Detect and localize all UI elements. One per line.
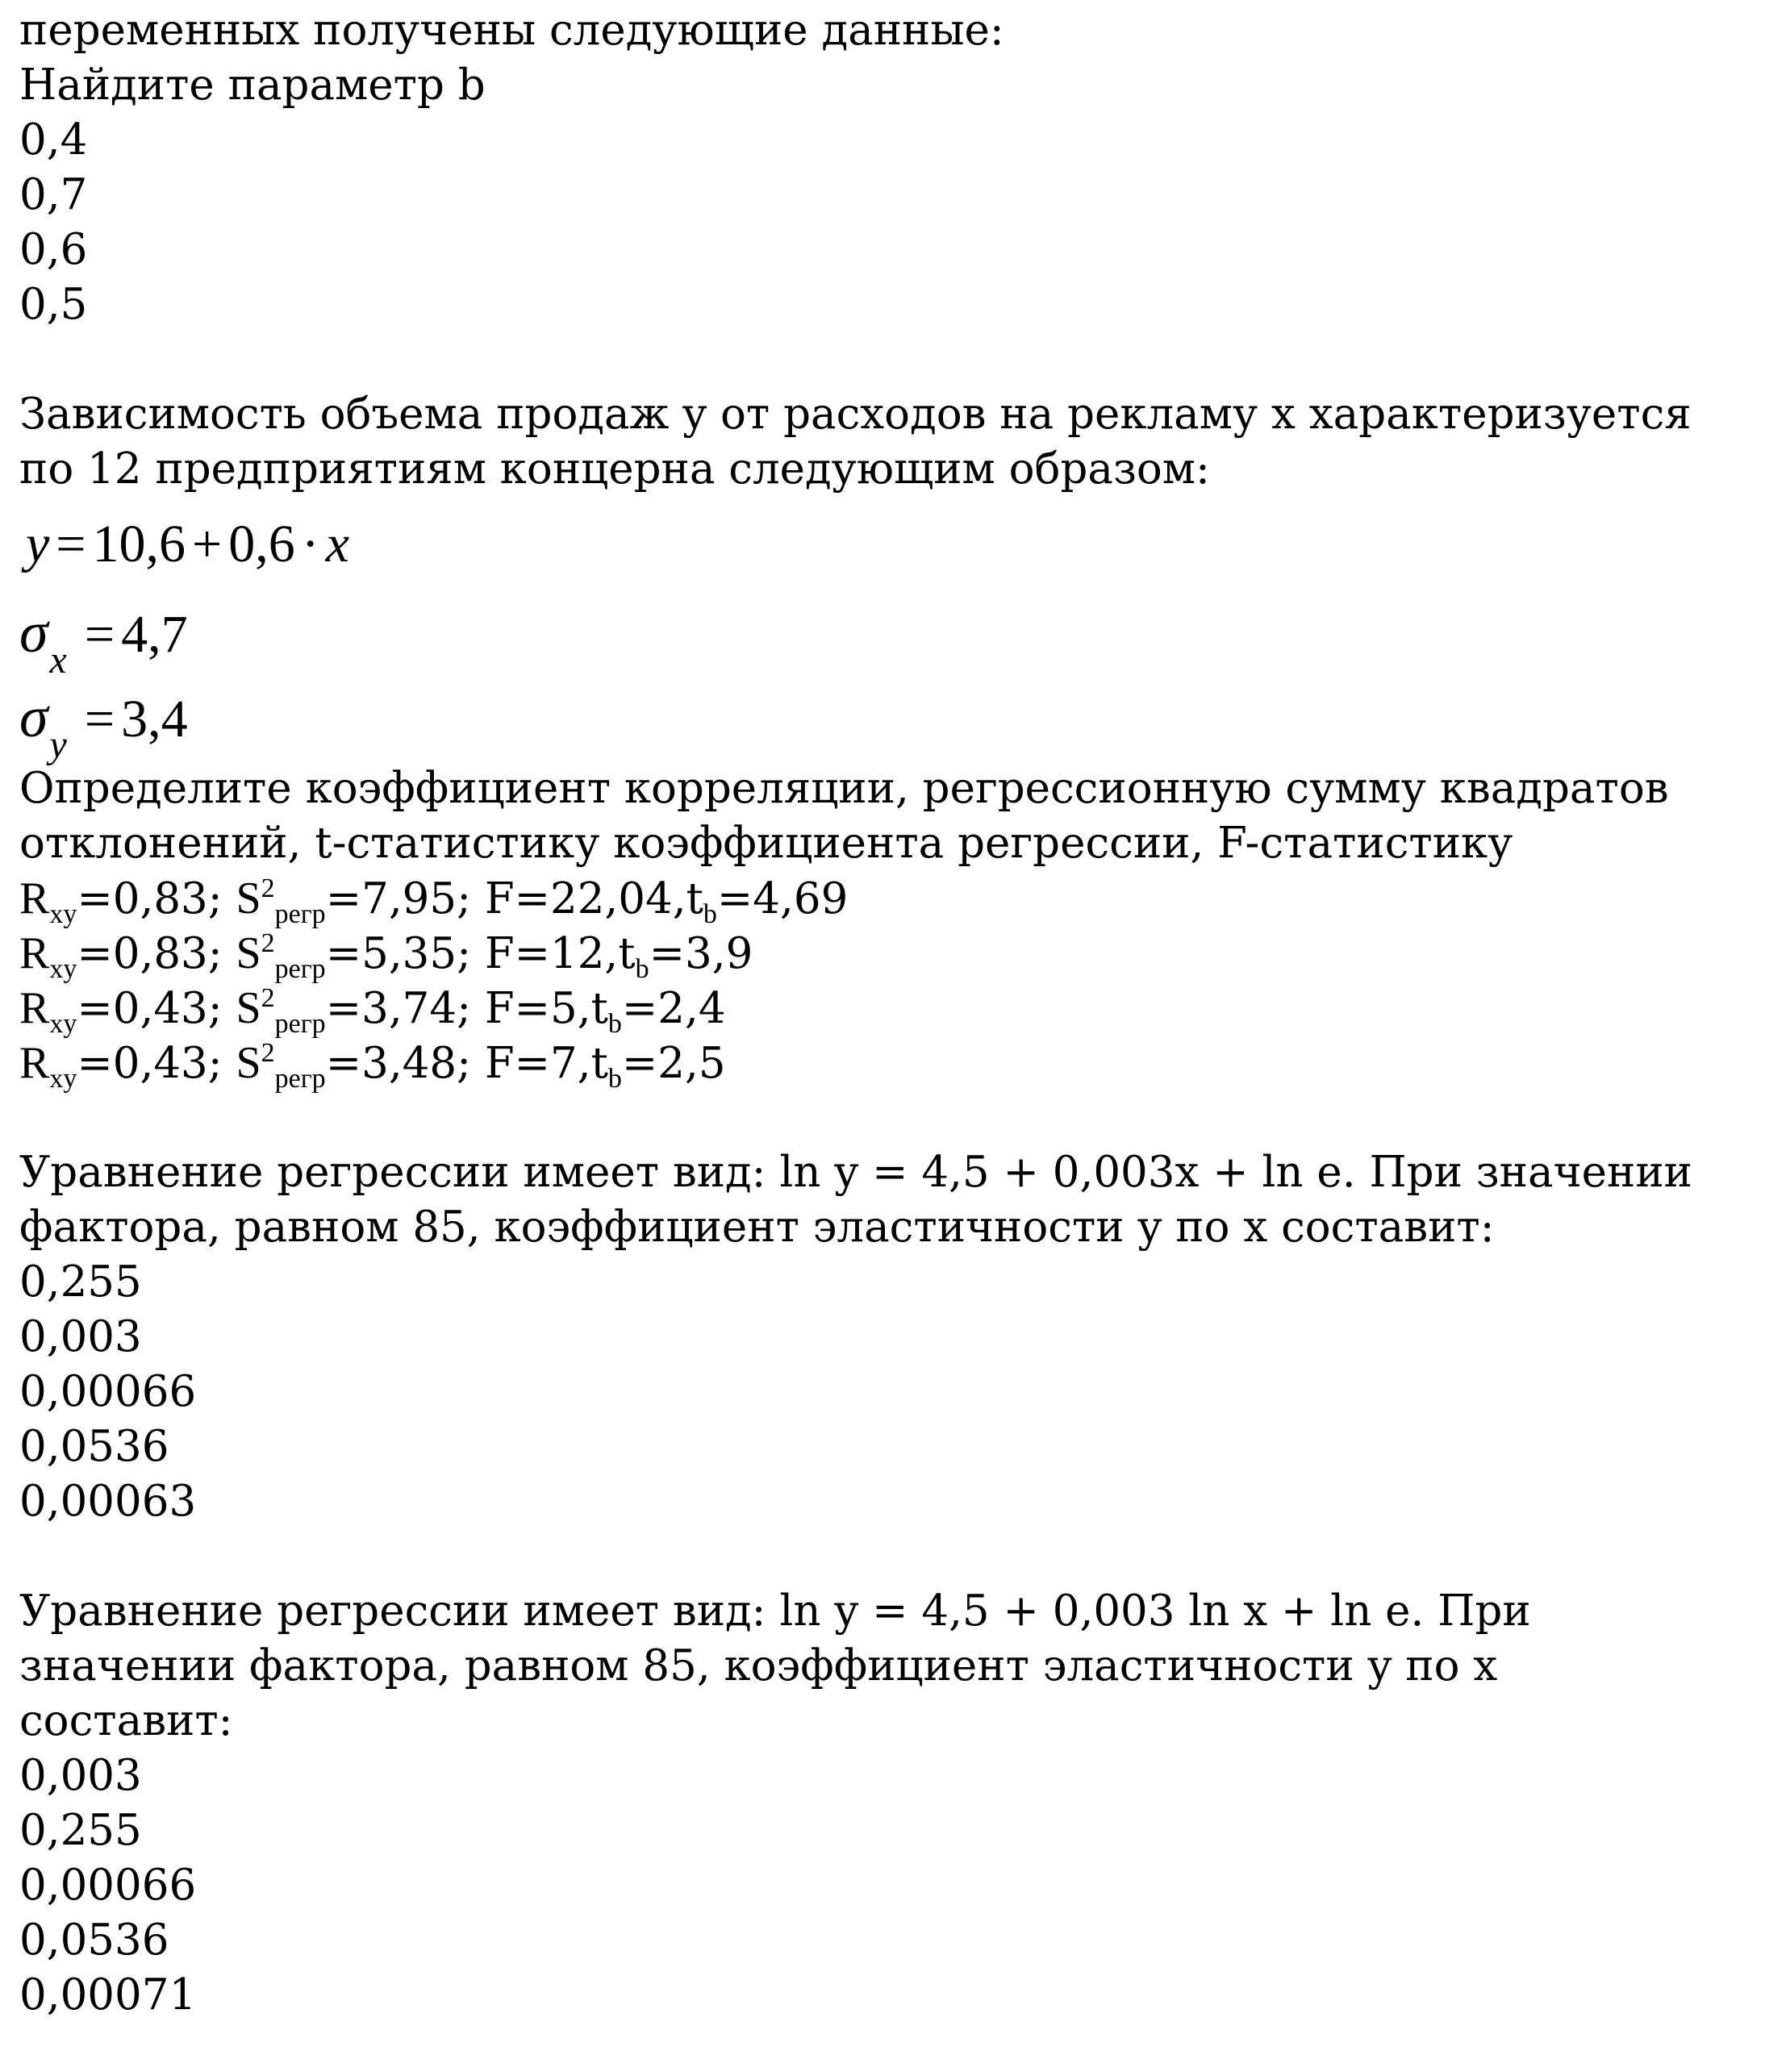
q4-option-5: 0,00071 <box>19 1970 197 2020</box>
q2-text-line1: Зависимость объема продаж y от расходов на рекламу x характеризуется <box>19 390 1692 439</box>
q4-line1: Уравнение регрессии имеет вид: ln y = 4,5 + 0,003 ln x + ln e. При <box>19 1586 1531 1636</box>
spacer <box>19 332 1778 387</box>
q2-question-line2: отклонений, t-статистику коэффициента регрессии, F-статистику <box>19 819 1513 868</box>
q3-option-1: 0,255 <box>19 1257 142 1307</box>
q2-option-3: $R_{xy}=0,43$; $S^2_{регр}=3,74$; $F=5,t_b=2,4$ <box>19 983 726 1039</box>
q1-intro: переменных получены следующие данные: <box>19 6 1004 55</box>
sigma-symbol: σ <box>19 685 48 749</box>
q3-option-4: 0,0536 <box>19 1422 169 1471</box>
spacer <box>19 1090 1778 1145</box>
q3-option-5: 0,00063 <box>19 1477 197 1526</box>
document-body <box>19 3 1778 2023</box>
q3-option-2: 0,003 <box>19 1312 142 1361</box>
sigma-x-formula <box>19 592 1778 682</box>
q2-option-2: $R_{xy}=0,83$; $S^2_{регр}=5,35$; $F=12,t_b=3,9$ <box>19 928 753 984</box>
q4-option-4: 0,0536 <box>19 1916 169 1965</box>
q2-text-line2: по 12 предприятиям концерна следующим образом: <box>19 444 1210 494</box>
sigma-y-value: 3,4 <box>121 690 188 748</box>
formula-equals: = <box>84 690 115 748</box>
formula-lhs: y <box>26 515 50 573</box>
formula-plus: + <box>192 515 223 573</box>
q1-option-4: 0,5 <box>19 280 88 329</box>
q3-line2: фактора, равном 85, коэффициент эластичности y по x составит: <box>19 1203 1495 1252</box>
q4-option-2: 0,255 <box>19 1806 142 1855</box>
q4-option-3: 0,00066 <box>19 1861 197 1910</box>
q1-option-2: 0,7 <box>19 170 88 219</box>
sigma-symbol: σ <box>19 600 48 665</box>
q4-line3: составит: <box>19 1696 233 1745</box>
sigma-subscript: x <box>49 639 67 682</box>
spacer <box>19 1529 1778 1584</box>
formula-equals: = <box>56 515 86 573</box>
formula-variable: x <box>325 515 350 573</box>
q4-line2: значении фактора, равном 85, коэффициент эластичности y по x <box>19 1641 1498 1691</box>
q1-option-3: 0,6 <box>19 225 88 274</box>
sigma-y-formula <box>19 673 1778 766</box>
q1-prompt: Найдите параметр b <box>19 60 486 110</box>
q3-line1: Уравнение регрессии имеет вид: ln y = 4,5 + 0,003x + ln e. При значении <box>19 1148 1692 1197</box>
formula-intercept: 10,6 <box>92 515 186 573</box>
sigma-subscript: y <box>49 723 67 766</box>
q2-question-line1: Определите коэффициент корреляции, регрессионную сумму квадратов <box>19 764 1669 813</box>
q3-option-3: 0,00066 <box>19 1367 197 1416</box>
regression-formula <box>19 497 1778 592</box>
q4-option-1: 0,003 <box>19 1751 142 1800</box>
sigma-x-value: 4,7 <box>121 605 188 664</box>
formula-equals: = <box>84 605 115 664</box>
q2-option-1: $R_{xy}=0,83$; $S^2_{регр}=7,95$; $F=22,04,t_b=4,69$ <box>19 873 849 929</box>
formula-slope: 0,6 <box>228 515 295 573</box>
q1-option-1: 0,4 <box>19 115 88 165</box>
q2-option-4: $R_{xy}=0,43$; $S^2_{регр}=3,48$; $F=7,t_b=2,5$ <box>19 1038 726 1094</box>
formula-dot: · <box>301 515 319 573</box>
